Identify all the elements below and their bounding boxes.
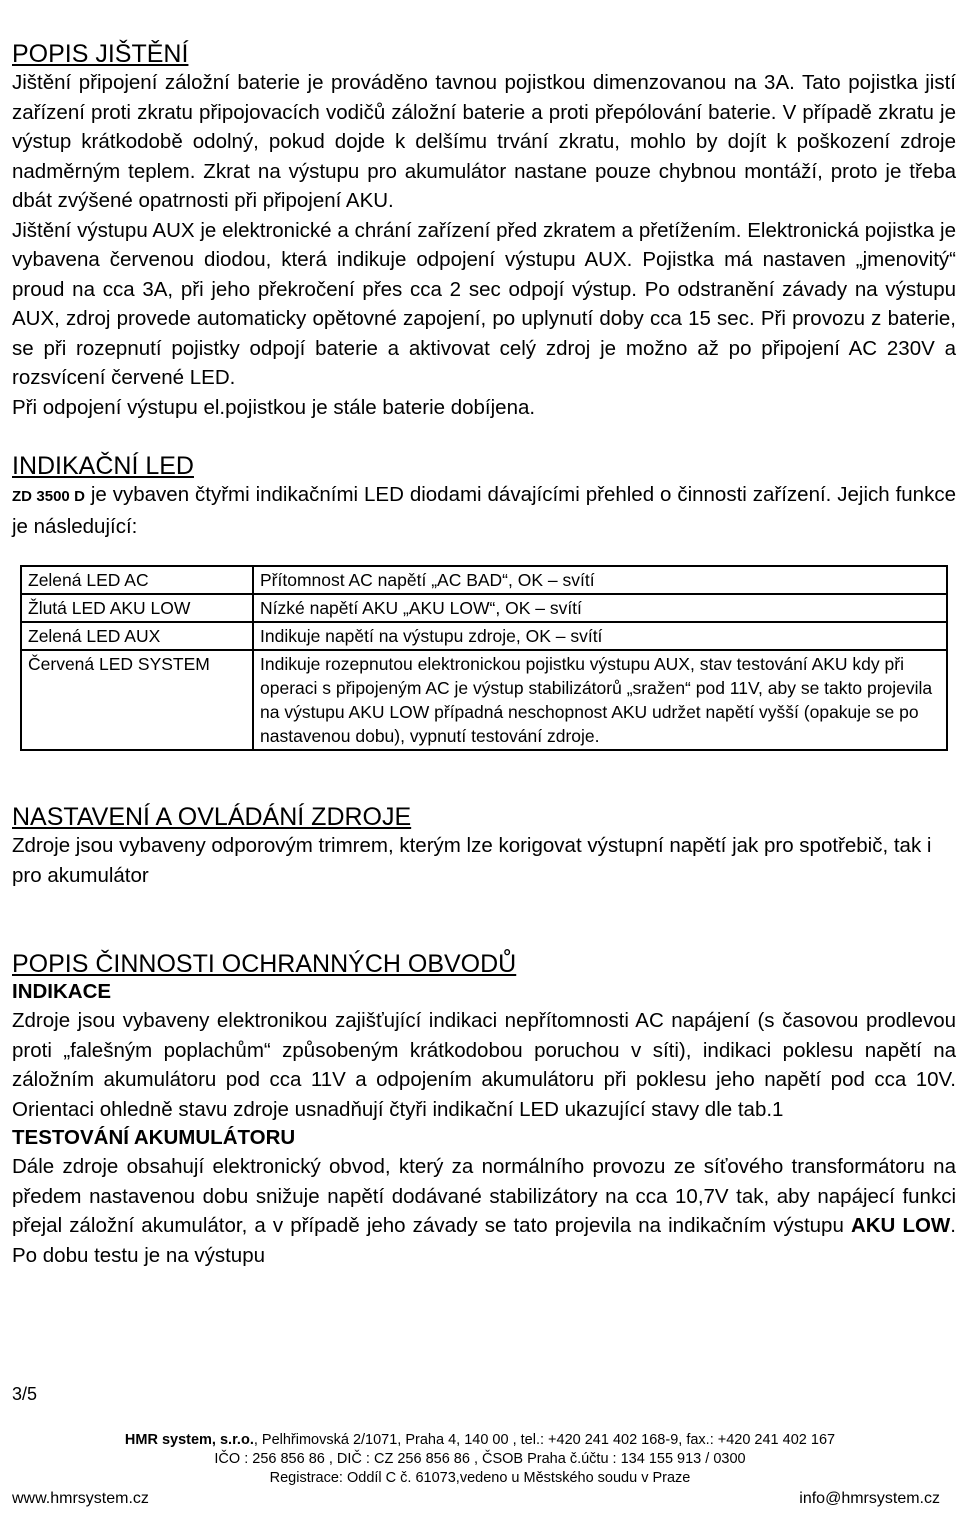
paragraph-text: je vybaven čtyřmi indikačními LED diodami dávajícími přehled o činnosti zařízení. Jejich funkce je následující: [12,483,956,538]
footer-ids: IČO : 256 856 86 , DIČ : CZ 256 856 86 , ČSOB Praha č.účtu : 134 155 913 / 0300 [214,1451,746,1467]
company-name: HMR system, s.r.o. [124,1432,254,1448]
led-name: Zelená LED AUX [21,622,253,650]
page-number: 3/5 [12,1384,38,1404]
paragraph [12,1152,956,1270]
paragraph: Jištění připojení záložní baterie je prováděno tavnou pojistkou dimenzovanou na 3A. Tato pojistka jistí zařízení proti zkratu připojovacích vodičů záložní baterie a proti přepólování baterie. V případě zkratu je výstup krátkodobě odolný, pokud dojde k delšímu trvání zkratu, mohlo by dojít k poškození zdroje nadměrným teplem. Zkrat na výstupu pro akumulátor nastane pouze chybnou montáží, proto je třeba dbát zvýšené opatrnosti při připojení AKU. [12,71,956,212]
table-row [21,566,947,594]
footer-company-line [12,1431,948,1450]
website-link[interactable]: www.hmrsystem.cz [12,1490,149,1507]
paragraph: Při odpojení výstupu el.pojistkou je stále baterie dobíjena. [12,395,536,419]
company-address: , Pelhřimovská 2/1071, Praha 4, 140 00 , tel.: +420 241 402 168-9, fax.: +420 241 402 167 [253,1432,836,1448]
document-page [12,40,956,1270]
bold-term: AKU LOW [850,1214,951,1237]
section-heading-jisteni: POPIS JIŠTĚNÍ [12,40,189,68]
led-name: Červená LED SYSTEM [21,650,253,750]
table-row [21,622,947,650]
footer-registration: Registrace: Oddíl C č. 61073,vedeno u Městského soudu v Praze [269,1470,691,1486]
led-table [20,565,948,751]
led-name: Zelená LED AC [21,566,253,594]
paragraph: Zdroje jsou vybaveny odporovým trimrem, kterým lze korigovat výstupní napětí jak pro spotřebič, tak i pro akumulátor [12,834,932,887]
section-heading-ochranne-obvody: POPIS ČINNOSTI OCHRANNÝCH OBVODŮ [12,950,517,978]
led-description: Přítomnost AC napětí „AC BAD“, OK – svítí [253,566,947,594]
paragraph-text: Dále zdroje obsahují elektronický obvod, který za normálního provozu ze síťového transformátoru na předem nastavenou dobu snižuje napětí dodávané stabilizátory na cca 10,7V tak, aby napájecí funkci přejal záložní akumulátor, a v případě jeho závady se tato projevila na indikačním výstupu [12,1155,956,1237]
subheading-testovani: TESTOVÁNÍ AKUMULÁTORU [12,1126,296,1149]
paragraph [12,480,956,541]
table-row [21,594,947,622]
subheading-indikace: INDIKACE [12,980,112,1003]
model-name: ZD 3500 D [12,488,85,505]
email-link[interactable]: info@hmrsystem.cz [799,1490,940,1507]
paragraph: Jištění výstupu AUX je elektronické a chrání zařízení před zkratem a přetížením. Elektronická pojistka je vybavena červenou diodou, která indikuje odpojení výstupu AUX. Pojistka má nastaven „jmenovitý“ proud na cca 3A, při jeho překročení přes cca 2 sec odpojí výstup. Po odstranění závady na výstupu AUX, zdroj provede automaticky opětovné zapojení, po uplynutí doby cca 15 sec. Při provozu z baterie, se při rozepnutí pojistky odpojí baterie a aktivovat celý zdroj je možno až po připojení AC 230V a rozsvícení červené LED. [12,218,956,389]
footer [12,1431,948,1488]
led-name: Žlutá LED AKU LOW [21,594,253,622]
led-description: Indikuje napětí na výstupu zdroje, OK – svítí [253,622,947,650]
table-row [21,650,947,750]
section-heading-nastaveni: NASTAVENÍ A OVLÁDÁNÍ ZDROJE [12,803,412,831]
led-description: Indikuje rozepnutou elektronickou pojistku výstupu AUX, stav testování AKU kdy při operaci s připojeným AC je výstup stabilizátorů „sražen“ pod 11V, aby se takto projevila na výstupu AKU LOW případná neschopnost AKU udržet napětí vyšší (opakuje se po nastavenou dobu), vypnutí testování zdroje. [253,650,947,750]
paragraph-text: . Po dobu testu je na výstupu [12,1214,956,1267]
section-heading-indikacni-led: INDIKAČNÍ LED [12,452,194,480]
paragraph: Zdroje jsou vybaveny elektronikou zajišťující indikaci nepřítomnosti AC napájení (s časovou prodlevou proti „falešným poplachům“ způsobeným krátkodobou poruchou v síti), indikaci poklesu napětí na záložním akumulátoru pod cca 11V a odpojením akumulátoru při poklesu jeho napětí pod cca 10V. Orientaci ohledně stavu zdroje usnadňují čtyři indikační LED ukazující stavy dle tab.1 [12,1009,956,1121]
led-description: Nízké napětí AKU „AKU LOW“, OK – svítí [253,594,947,622]
